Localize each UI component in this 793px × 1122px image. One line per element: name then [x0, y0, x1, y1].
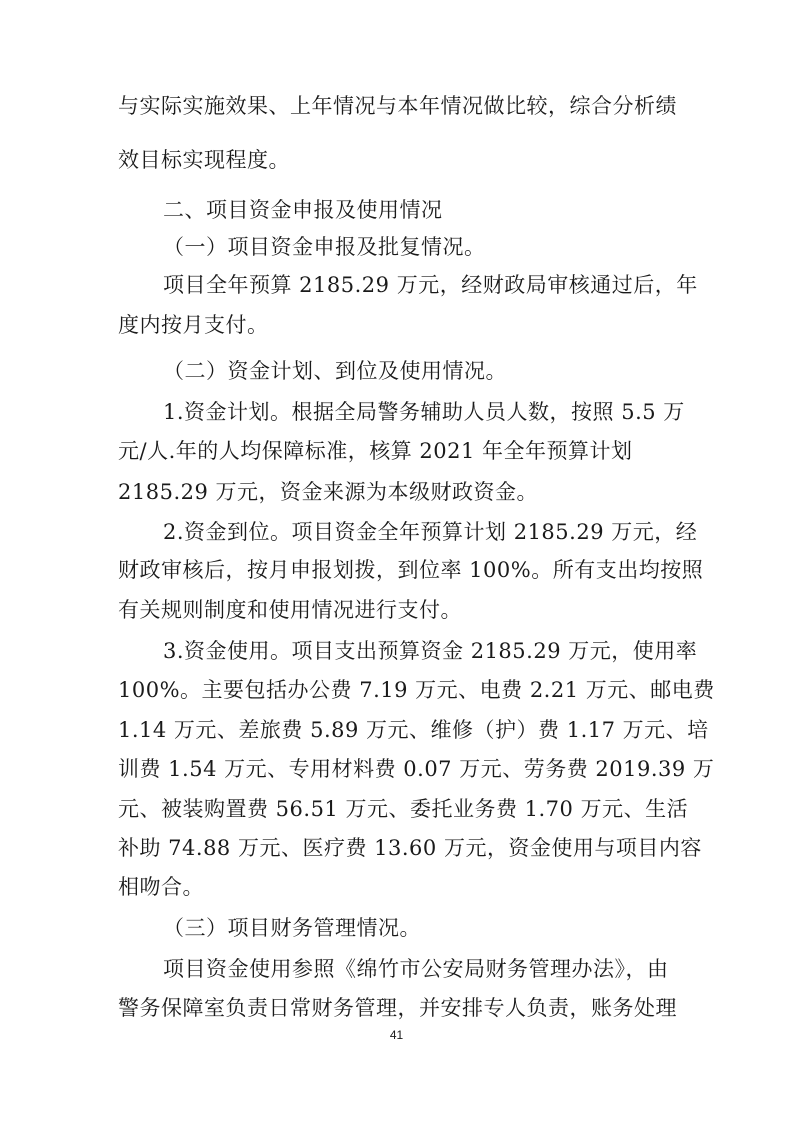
body-text-line: 与实际实施效果、上年情况与本年情况做比较，综合分析绩: [118, 94, 677, 118]
body-text-line: 项目全年预算 2185.29 万元，经财政局审核通过后，年: [163, 273, 698, 297]
section-heading: 二、项目资金申报及使用情况: [163, 198, 443, 222]
body-text-line: 2.资金到位。项目资金全年预算计划 2185.29 万元，经: [163, 520, 698, 544]
body-text-line: 度内按月支付。: [118, 313, 269, 337]
body-text-line: 补助 74.88 万元、医疗费 13.60 万元，资金使用与项目内容: [118, 836, 702, 860]
body-text-line: 警务保障室负责日常财务管理，并安排专人负责，账务处理: [118, 996, 677, 1020]
subsection-heading: （三）项目财务管理情况。: [163, 916, 421, 940]
body-text-line: 训费 1.54 万元、专用材料费 0.07 万元、劳务费 2019.39 万: [118, 757, 715, 781]
body-text-line: 相吻合。: [118, 875, 204, 899]
subsection-heading: （一）项目资金申报及批复情况。: [163, 235, 486, 259]
body-text-line: 1.14 万元、差旅费 5.89 万元、维修（护）费 1.17 万元、培: [118, 718, 709, 742]
subsection-heading: （二）资金计划、到位及使用情况。: [163, 359, 507, 383]
body-text-line: 3.资金使用。项目支出预算资金 2185.29 万元，使用率: [163, 639, 698, 663]
body-text-line: 100%。主要包括办公费 7.19 万元、电费 2.21 万元、邮电费: [118, 678, 715, 702]
body-text-line: 有关规则制度和使用情况进行支付。: [118, 598, 462, 622]
body-text-line: 2185.29 万元，资金来源为本级财政资金。: [118, 480, 539, 504]
body-text-line: 元/人.年的人均保障标准，核算 2021 年全年预算计划: [118, 439, 633, 463]
body-text-line: 项目资金使用参照《绵竹市公安局财务管理办法》，由: [163, 957, 669, 981]
body-text-line: 1.资金计划。根据全局警务辅助人员人数，按照 5.5 万: [163, 400, 685, 424]
body-text-line: 元、被装购置费 56.51 万元、委托业务费 1.70 万元、生活: [118, 797, 689, 821]
body-text-line: 财政审核后，按月申报划拨，到位率 100%。所有支出均按照: [118, 558, 704, 582]
page-number: 41: [389, 1028, 404, 1042]
body-text-line: 效目标实现程度。: [118, 148, 290, 172]
